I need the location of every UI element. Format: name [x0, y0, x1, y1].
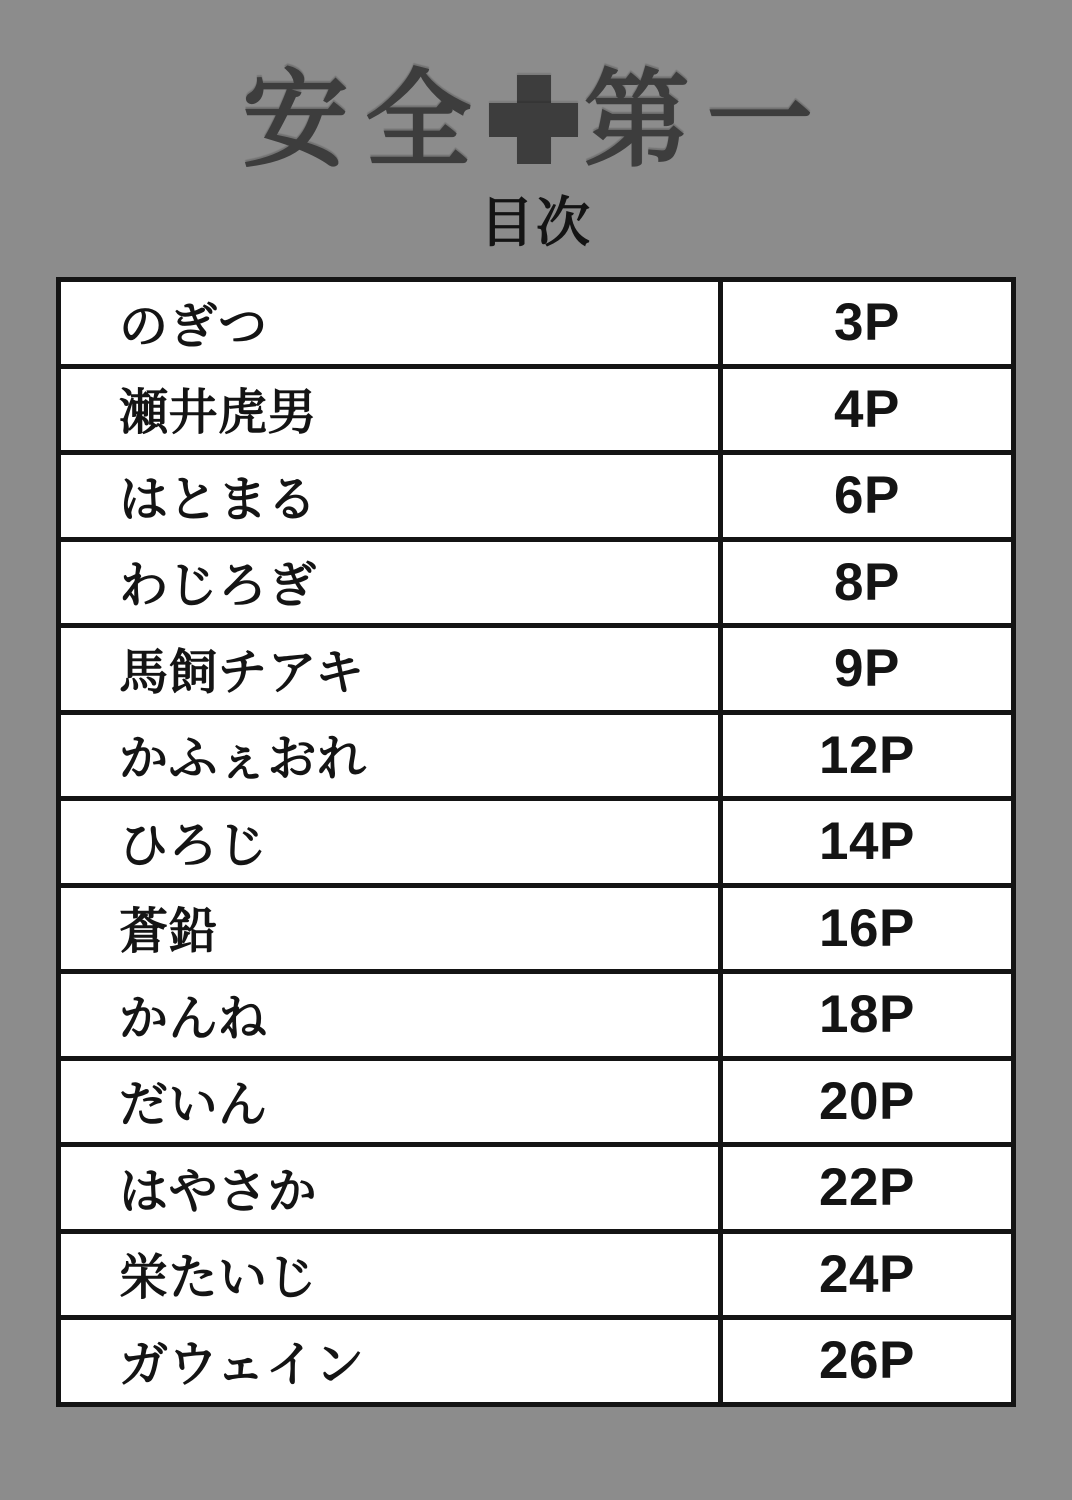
toc-entry-page: 20P	[721, 1058, 1014, 1145]
toc-entry-page: 26P	[721, 1318, 1014, 1405]
title-text-left: 安全	[242, 62, 489, 180]
toc-entry-name: かふぇおれ	[59, 712, 721, 799]
toc-entry-page: 9P	[721, 626, 1014, 713]
table-row	[59, 280, 1014, 367]
toc-entry-page: 18P	[721, 972, 1014, 1059]
toc-entry-name: はやさか	[59, 1145, 721, 1232]
toc-entry-page: 12P	[721, 712, 1014, 799]
table-row	[59, 799, 1014, 886]
plus-cross-icon	[489, 75, 578, 164]
toc-entry-name: 瀬井虎男	[59, 366, 721, 453]
toc-heading: 目次	[479, 193, 593, 253]
toc-entry-page: 14P	[721, 799, 1014, 886]
title-text-right: 第一	[583, 62, 830, 180]
toc-entry-name: 栄たいじ	[59, 1231, 721, 1318]
toc-entry-name: だいん	[59, 1058, 721, 1145]
table-row	[59, 972, 1014, 1059]
table-row	[59, 1058, 1014, 1145]
toc-entry-name: のぎつ	[59, 280, 721, 367]
table-row	[59, 539, 1014, 626]
table-row	[59, 1145, 1014, 1232]
toc-entry-page: 8P	[721, 539, 1014, 626]
toc-entry-page: 16P	[721, 885, 1014, 972]
toc-entry-page: 3P	[721, 280, 1014, 367]
table-row	[59, 1231, 1014, 1318]
table-row	[59, 366, 1014, 453]
table-row	[59, 1318, 1014, 1405]
toc-table	[56, 277, 1016, 1407]
toc-entry-name: かんね	[59, 972, 721, 1059]
table-row	[59, 712, 1014, 799]
toc-entry-page: 22P	[721, 1145, 1014, 1232]
toc-entry-page: 4P	[721, 366, 1014, 453]
toc-entry-name: はとまる	[59, 453, 721, 540]
toc-entry-name: 馬飼チアキ	[59, 626, 721, 713]
table-row	[59, 626, 1014, 713]
toc-entry-name: 蒼鉛	[59, 885, 721, 972]
toc-entry-name: ガウェイン	[59, 1318, 721, 1405]
table-row	[59, 453, 1014, 540]
toc-entry-name: わじろぎ	[59, 539, 721, 626]
toc-entry-page: 24P	[721, 1231, 1014, 1318]
table-row	[59, 885, 1014, 972]
toc-entry-page: 6P	[721, 453, 1014, 540]
page-title	[0, 0, 1072, 180]
toc-entry-name: ひろじ	[59, 799, 721, 886]
